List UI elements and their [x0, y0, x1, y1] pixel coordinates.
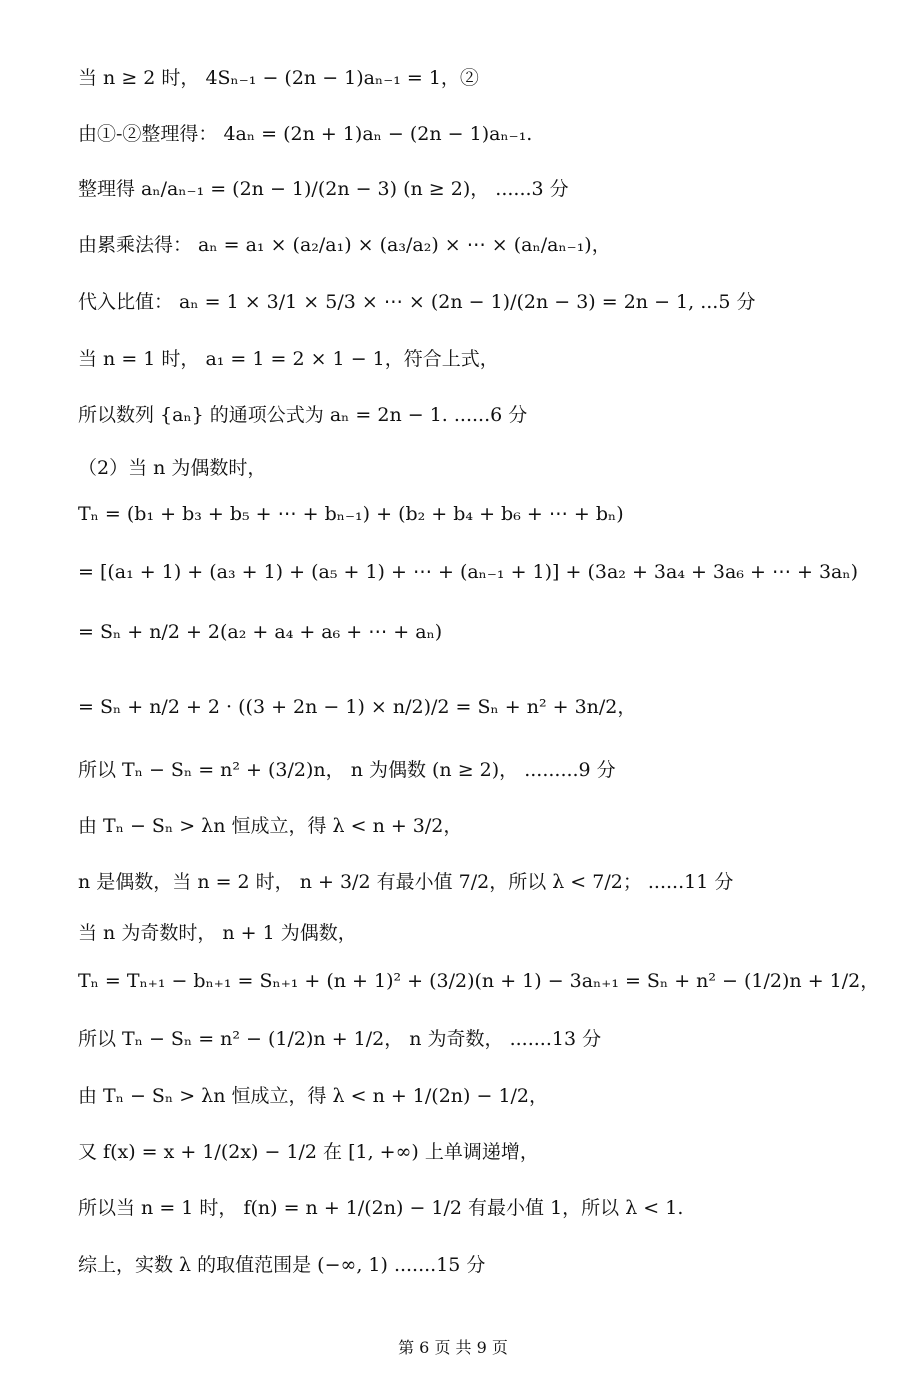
solution-line-3: 整理得 aₙ/aₙ₋₁ = (2n − 1)/(2n − 3) (n ≥ 2)， ......3 分 — [78, 178, 569, 200]
solution-line-18: 所以 Tₙ − Sₙ = n² − (1/2)n + 1/2， n 为奇数， .......13 分 — [78, 1028, 602, 1050]
solution-line-7: 所以数列 {aₙ} 的通项公式为 aₙ = 2n − 1. ......6 分 — [78, 404, 528, 426]
solution-line-4: 由累乘法得： aₙ = a₁ × (a₂/a₁) × (a₃/a₂) × ⋯ × (aₙ/aₙ₋₁)， — [78, 234, 611, 256]
solution-line-1: 当 n ≥ 2 时， 4Sₙ₋₁ − (2n − 1)aₙ₋₁ = 1，② — [78, 67, 479, 89]
solution-line-5: 代入比值： aₙ = 1 × 3/1 × 5/3 × ⋯ × (2n − 1)/(2n − 3) = 2n − 1, ...5 分 — [78, 291, 756, 313]
solution-line-9: Tₙ = (b₁ + b₃ + b₅ + ⋯ + bₙ₋₁) + (b₂ + b₄ + b₆ + ⋯ + bₙ) — [78, 503, 624, 525]
solution-line-16: 当 n 为奇数时， n + 1 为偶数， — [78, 922, 357, 944]
solution-line-11: = Sₙ + n/2 + 2(a₂ + a₄ + a₆ + ⋯ + aₙ) — [78, 621, 443, 643]
solution-line-2: 由①-②整理得： 4aₙ = (2n + 1)aₙ − (2n − 1)aₙ₋₁. — [78, 123, 533, 145]
solution-line-6: 当 n = 1 时， a₁ = 1 = 2 × 1 − 1，符合上式， — [78, 348, 499, 370]
solution-line-21: 所以当 n = 1 时， f(n) = n + 1/(2n) − 1/2 有最小值 1，所以 λ < 1. — [78, 1197, 684, 1219]
solution-line-19: 由 Tₙ − Sₙ > λn 恒成立，得 λ < n + 1/(2n) − 1/2， — [78, 1085, 549, 1107]
solution-line-13: 所以 Tₙ − Sₙ = n² + (3/2)n， n 为偶数 (n ≥ 2)， .........9 分 — [78, 759, 616, 781]
page-footer: 第 6 页 共 9 页 — [398, 1338, 508, 1357]
solution-line-22: 综上，实数 λ 的取值范围是 (−∞, 1) .......15 分 — [78, 1254, 486, 1276]
solution-line-8: （2）当 n 为偶数时， — [78, 457, 267, 479]
solution-line-17: Tₙ = Tₙ₊₁ − bₙ₊₁ = Sₙ₊₁ + (n + 1)² + (3/2)(n + 1) − 3aₙ₊₁ = Sₙ + n² − (1/2)n + 1/2， — [78, 970, 880, 992]
solution-line-12: = Sₙ + n/2 + 2 · ((3 + 2n − 1) × n/2)/2 = Sₙ + n² + 3n/2， — [78, 696, 637, 718]
solution-line-14: 由 Tₙ − Sₙ > λn 恒成立，得 λ < n + 3/2， — [78, 815, 463, 837]
solution-line-15: n 是偶数，当 n = 2 时， n + 3/2 有最小值 7/2，所以 λ < 7/2； ......11 分 — [78, 871, 734, 893]
solution-line-20: 又 f(x) = x + 1/(2x) − 1/2 在 [1, +∞) 上单调递增， — [78, 1141, 539, 1163]
solution-line-10: = [(a₁ + 1) + (a₃ + 1) + (a₅ + 1) + ⋯ + (aₙ₋₁ + 1)] + (3a₂ + 3a₄ + 3a₆ + ⋯ + 3aₙ) — [78, 561, 859, 583]
